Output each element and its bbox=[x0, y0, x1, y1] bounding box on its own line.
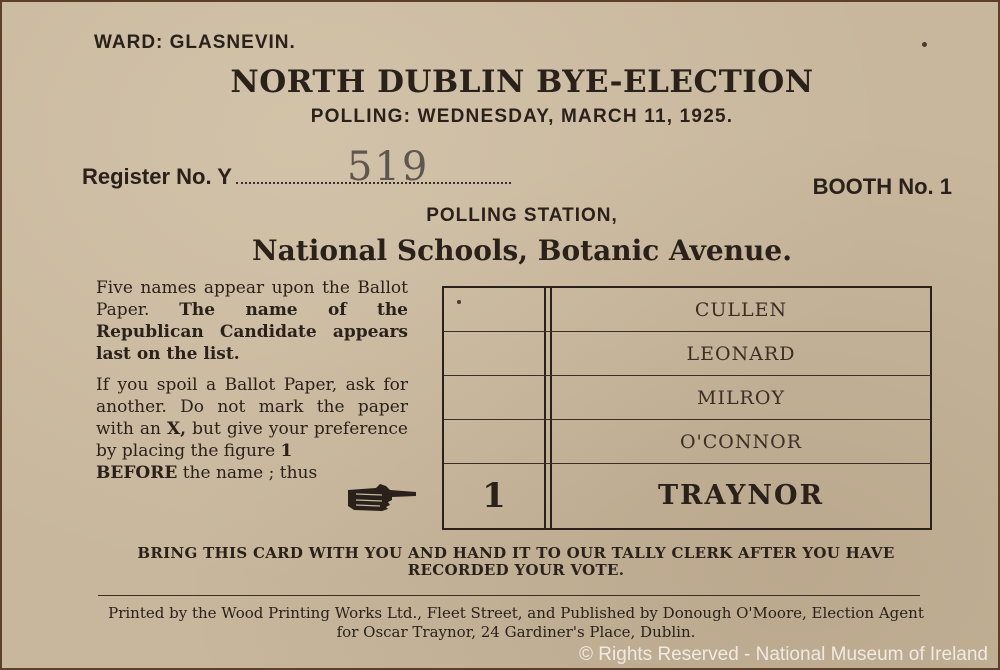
candidate-name: O'CONNOR bbox=[679, 430, 803, 453]
paper-speck bbox=[457, 300, 461, 304]
candidate-name: MILROY bbox=[696, 386, 785, 409]
printer-imprint: Printed by the Wood Printing Works Ltd., Fleet Street, and Published by Donough O'Moore, Election Agent for Oscar Traynor, 24 Gardiner's Place, Dublin. bbox=[108, 604, 924, 641]
instructions-p1-plain: Five names appear upon the Ballot Paper. bbox=[96, 278, 408, 320]
instructions-paragraph-1 bbox=[96, 277, 408, 365]
tally-instruction: BRING THIS CARD WITH YOU AND HAND IT TO OUR TALLY CLERK AFTER YOU HAVE RECORDED YOUR VOTE. bbox=[137, 544, 895, 579]
instructions-paragraph-2 bbox=[96, 374, 408, 484]
candidate-name: TRAYNOR bbox=[657, 480, 825, 511]
polling-card bbox=[2, 2, 998, 668]
election-title: NORTH DUBLIN BYE-ELECTION bbox=[230, 64, 814, 100]
polling-station-name: National Schools, Botanic Avenue. bbox=[252, 234, 792, 267]
instructions-p1-bold: The name of the Republican Candidate appears last on the list. bbox=[96, 300, 408, 364]
booth-number: BOOTH No. 1 bbox=[812, 174, 952, 199]
polling-date: POLLING: WEDNESDAY, MARCH 11, 1925. bbox=[310, 106, 734, 127]
instructions-p2-one: 1 bbox=[280, 441, 293, 461]
ballot-row bbox=[444, 288, 930, 332]
ballot-mark-cell bbox=[444, 288, 544, 331]
ballot-row bbox=[444, 464, 930, 527]
ballot-mark-cell bbox=[444, 332, 544, 375]
candidate-name: CULLEN bbox=[694, 298, 788, 321]
instructions-p2-a: If you spoil a Ballot Paper, ask for another. Do not mark the paper with an bbox=[96, 375, 408, 439]
sample-ballot bbox=[442, 286, 932, 530]
instructions-p2-b: but give your preference by placing the figure bbox=[96, 419, 408, 461]
ballot-mark-cell: 1 bbox=[482, 475, 506, 516]
polling-station-label: POLLING STATION, bbox=[426, 205, 618, 226]
ballot-mark-cell bbox=[444, 420, 544, 463]
copyright-watermark: © Rights Reserved - National Museum of Ireland bbox=[579, 644, 988, 665]
ballot-row bbox=[444, 332, 930, 376]
candidate-name: LEONARD bbox=[686, 342, 796, 365]
ballot-row bbox=[444, 376, 930, 420]
paper-speck bbox=[922, 42, 927, 47]
instructions-p2-before: BEFORE bbox=[96, 463, 178, 483]
instructions-p2-c: the name ; thus bbox=[182, 463, 318, 483]
pointing-hand-icon bbox=[346, 480, 418, 514]
ward-label: WARD: GLASNEVIN. bbox=[94, 32, 296, 53]
instructions-p2-x: X, bbox=[166, 419, 187, 439]
divider-rule bbox=[98, 595, 920, 596]
ballot-row bbox=[444, 420, 930, 464]
ballot-mark-cell bbox=[444, 376, 544, 419]
register-label: Register No. Y bbox=[82, 164, 232, 189]
register-line bbox=[82, 164, 511, 190]
register-number: 519 bbox=[347, 144, 430, 190]
